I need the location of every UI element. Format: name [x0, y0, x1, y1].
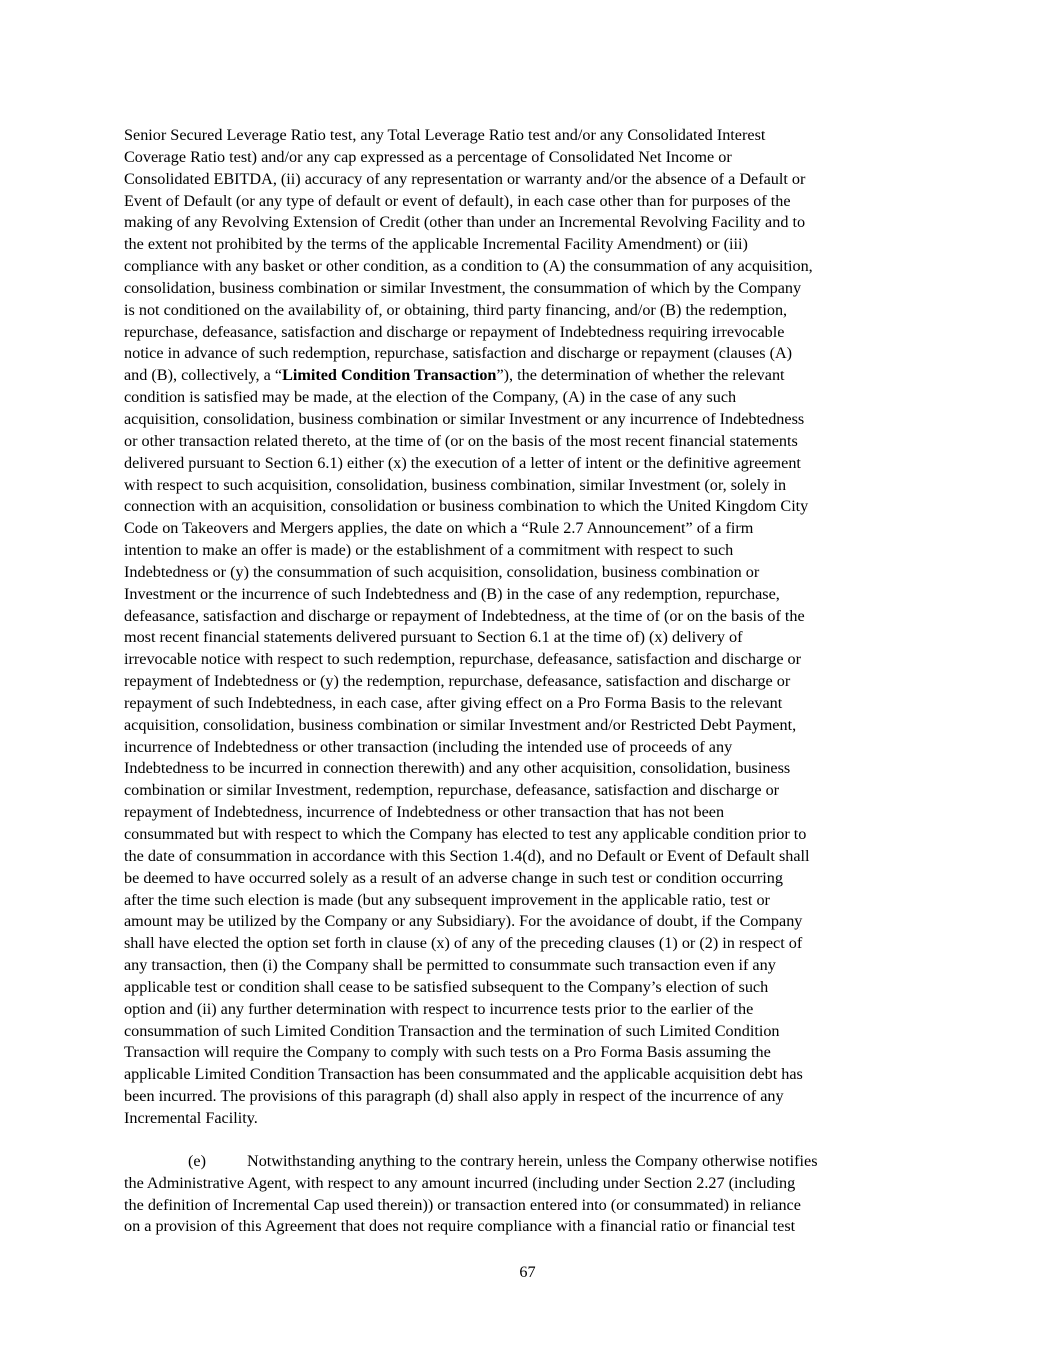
text-line: consolidation, business combination or similar Investment, the consummation of which by the Company	[124, 278, 802, 297]
text-line: be deemed to have occurred solely as a result of an adverse change in such test or condition occurring	[124, 868, 783, 887]
text-line: incurrence of Indebtedness or other transaction (including the intended use of proceeds of any	[124, 737, 733, 756]
document-page	[124, 125, 936, 1238]
text-line: irrevocable notice with respect to such redemption, repurchase, defeasance, satisfaction and discharge or	[124, 650, 802, 669]
text-line: any transaction, then (i) the Company shall be permitted to consummate such transaction even if any	[124, 956, 776, 975]
paragraph-d	[124, 125, 936, 1130]
text-line: delivered pursuant to Section 6.1) either (x) the execution of a letter of intent or the definitive agreement	[124, 453, 801, 472]
text-line: or other transaction related thereto, at the time of (or on the basis of the most recent financial statements	[124, 431, 798, 450]
text-line: Investment or the incurrence of such Indebtedness and (B) in the case of any redemption, repurchase,	[124, 584, 780, 603]
text-line: option and (ii) any further determination with respect to incurrence tests prior to the earlier of the	[124, 999, 754, 1018]
text-line: been incurred. The provisions of this paragraph (d) shall also apply in respect of the incurrence of any	[124, 1087, 784, 1106]
text-line: acquisition, consolidation, business combination or similar Investment and/or Restricted Debt Payment,	[124, 715, 797, 734]
text-line: Coverage Ratio test) and/or any cap expressed as a percentage of Consolidated Net Income or	[124, 147, 732, 166]
text-line: repayment of Indebtedness, incurrence of Indebtedness or other transaction that has not been	[124, 803, 725, 822]
paragraph-marker: (e)	[188, 1151, 206, 1170]
text-line: on a provision of this Agreement that does not require compliance with a financial ratio or financial test	[124, 1217, 796, 1236]
text-segment: ”), the determination of whether the relevant	[496, 366, 785, 385]
text-line: condition is satisfied may be made, at the election of the Company, (A) in the case of any such	[124, 388, 737, 407]
text-line: applicable Limited Condition Transaction has been consummated and the applicable acquisition debt has	[124, 1065, 803, 1084]
text-line: Senior Secured Leverage Ratio test, any Total Leverage Ratio test and/or any Consolidated Interest	[124, 126, 766, 144]
text-line: compliance with any basket or other condition, as a condition to (A) the consummation of any acquisition,	[124, 257, 813, 276]
text-line: defeasance, satisfaction and discharge or repayment of Indebtedness, at the time of (or on the basis of the	[124, 606, 805, 625]
text-line: making of any Revolving Extension of Credit (other than under an Incremental Revolving Facility and to	[124, 213, 806, 232]
text-line: the Administrative Agent, with respect to any amount incurred (including under Section 2.27 (including	[124, 1173, 796, 1192]
text-line: Code on Takeovers and Mergers applies, the date on which a “Rule 2.7 Announcement” of a firm	[124, 519, 754, 538]
text-line: Indebtedness or (y) the consummation of such acquisition, consolidation, business combination or	[124, 562, 760, 581]
text-segment: Notwithstanding anything to the contrary herein, unless the Company otherwise notifies	[247, 1151, 818, 1170]
text-line: the date of consummation in accordance with this Section 1.4(d), and no Default or Event of Default shall	[124, 846, 810, 865]
text-line: applicable test or condition shall cease to be satisfied subsequent to the Company’s election of such	[124, 977, 769, 996]
paragraph-e	[124, 1151, 936, 1238]
text-line: Transaction will require the Company to comply with such tests on a Pro Forma Basis assuming the	[124, 1043, 771, 1062]
text-line: amount may be utilized by the Company or any Subsidiary). For the avoidance of doubt, if the Company	[124, 912, 803, 931]
text-line: the extent not prohibited by the terms of the applicable Incremental Facility Amendment) or (iii)	[124, 235, 748, 254]
text-line: Incremental Facility.	[124, 1108, 258, 1127]
text-line-first	[124, 1151, 936, 1173]
text-line: is not conditioned on the availability of, or obtaining, third party financing, and/or (B) the redemption,	[124, 300, 788, 319]
text-line: repurchase, defeasance, satisfaction and discharge or repayment of Indebtedness requiring irrevocable	[124, 322, 785, 341]
text-line: consummated but with respect to which the Company has elected to test any applicable condition prior to	[124, 825, 807, 843]
text-line: connection with an acquisition, consolidation or business combination to which the United Kingdom City	[124, 497, 809, 516]
text-line: after the time such election is made (but any subsequent improvement in the applicable ratio, test or	[124, 890, 770, 909]
text-line: acquisition, consolidation, business combination or similar Investment or any incurrence of Indebtedness	[124, 409, 805, 428]
text-line-defined-term	[124, 365, 936, 387]
text-line: notice in advance of such redemption, repurchase, satisfaction and discharge or repayment (clauses (A)	[124, 344, 793, 363]
text-line: Consolidated EBITDA, (ii) accuracy of any representation or warranty and/or the absence of a Default or	[124, 169, 806, 188]
text-line: with respect to such acquisition, consolidation, business combination, similar Investment (or, solely in	[124, 475, 787, 494]
text-line: consummation of such Limited Condition Transaction and the termination of such Limited Condition	[124, 1021, 780, 1040]
text-line: repayment of Indebtedness or (y) the redemption, repurchase, defeasance, satisfaction and discharge or	[124, 672, 791, 691]
defined-term-limited-condition-transaction: Limited Condition Transaction	[282, 366, 497, 385]
text-line: intention to make an offer is made) or the establishment of a commitment with respect to such	[124, 541, 734, 560]
text-line: Indebtedness to be incurred in connection therewith) and any other acquisition, consolidation, business	[124, 759, 791, 778]
text-line: most recent financial statements delivered pursuant to Section 6.1 at the time of) (x) delivery of	[124, 628, 743, 647]
text-line: Event of Default (or any type of default or event of default), in each case other than for purposes of the	[124, 191, 791, 210]
text-line: combination or similar Investment, redemption, repurchase, defeasance, satisfaction and discharge or	[124, 781, 780, 800]
text-segment: and (B), collectively, a “	[124, 366, 283, 385]
text-line: the definition of Incremental Cap used therein)) or transaction entered into (or consummated) in reliance	[124, 1195, 801, 1214]
text-line: shall have elected the option set forth in clause (x) of any of the preceding clauses (1) or (2) in respect of	[124, 934, 803, 953]
text-line: repayment of such Indebtedness, in each case, after giving effect on a Pro Forma Basis to the relevant	[124, 693, 783, 712]
page-number: 67	[519, 1263, 536, 1281]
